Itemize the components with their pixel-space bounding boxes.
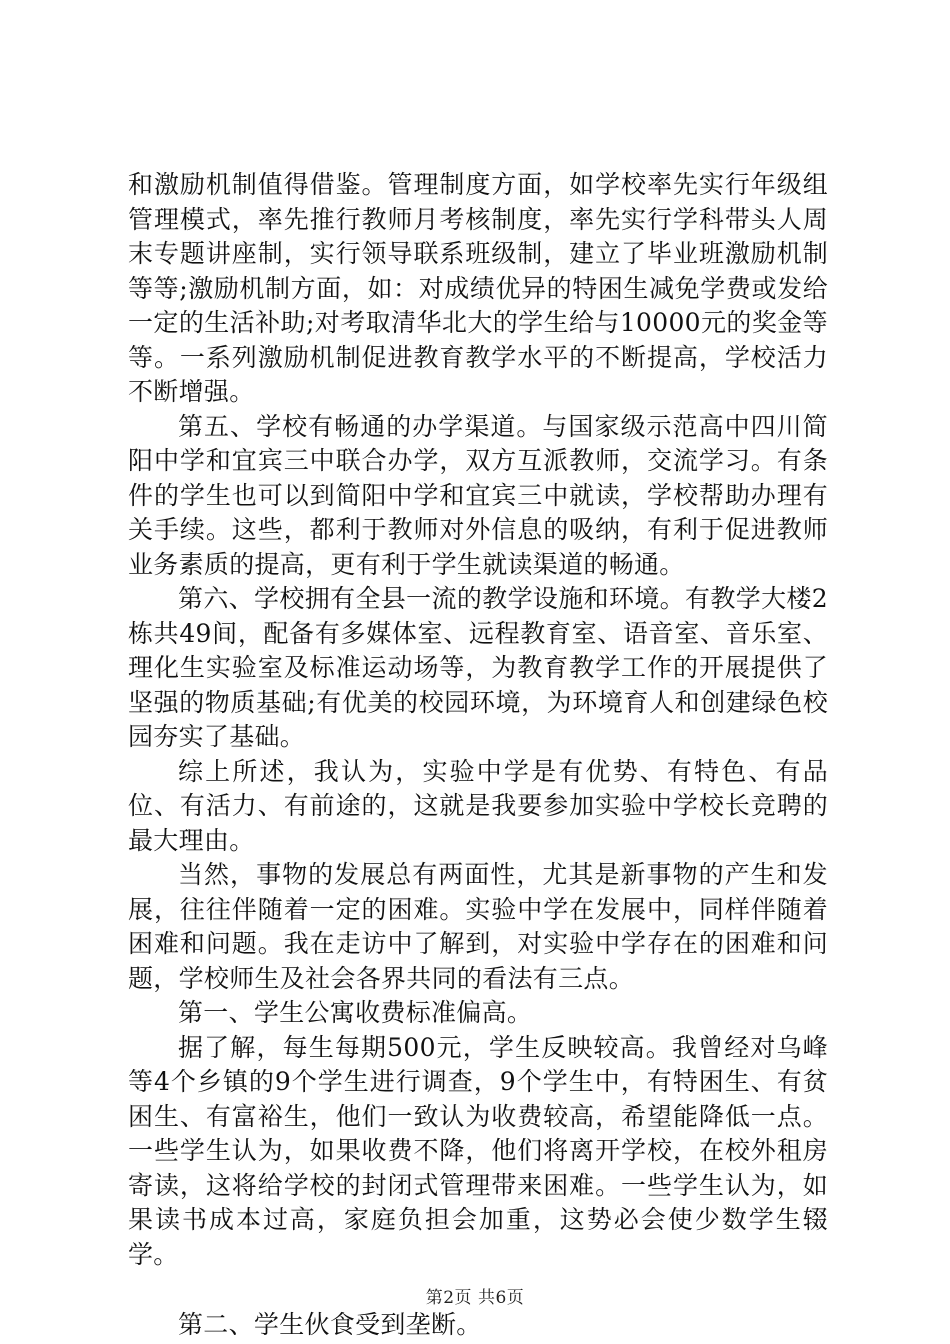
paragraph-difficulties: 当然，事物的发展总有两面性，尤其是新事物的产生和发展，往往伴随着一定的困难。实验中学在发展中，同样伴随着困难和问题。我在走访中了解到，对实验中学存在的困难和问题，学校师生及社会各界共同的看法有三点。 [128,860,828,993]
paragraph-issue-one-detail: 据了解，每生每期500元，学生反映较高。我曾经对乌峰等4个乡镇的9个学生进行调查，9个学生中，有特困生、有贫困生、有富裕生，他们一致认为收费较高，希望能降低一点。一些学生认为，如果收费不降，他们将离开学校，在校外租房寄读，这将给学校的封闭式管理带来困难。一些学生认为，如果读书成本过高，家庭负担会加重，这势必会使少数学生辍学。 [128,1032,828,1269]
paragraph-point-five: 第五、学校有畅通的办学渠道。与国家级示范高中四川简阳中学和宜宾三中联合办学，双方互派教师，交流学习。有条件的学生也可以到简阳中学和宜宾三中就读，学校帮助办理有关手续。这些，都利于教师对外信息的吸纳，有利于促进教师业务素质的提高，更有利于学生就读渠道的畅通。 [128,411,828,579]
paragraph-point-six: 第六、学校拥有全县一流的教学设施和环境。有教学大楼2栋共49间，配备有多媒体室、远程教育室、语音室、音乐室、理化生实验室及标准运动场等，为教育教学工作的开展提供了坚强的物质基础;有优美的校园环境，为环境育人和创建绿色校园夯实了基础。 [128,584,828,751]
document-body [128,168,828,1343]
paragraph-issue-one-heading: 第一、学生公寓收费标准偏高。 [178,998,533,1027]
page-number-footer: 第2页 共6页 [425,1288,525,1308]
paragraph-summary: 综上所述，我认为，实验中学是有优势、有特色、有品位、有活力、有前途的，这就是我要参加实验中学校长竞聘的最大理由。 [128,756,828,855]
paragraph-issue-two-heading: 第二、学生伙食受到垄断。 [178,1310,482,1339]
paragraph-incentive-mechanisms: 和激励机制值得借鉴。管理制度方面，如学校率先实行年级组管理模式，率先推行教师月考核制度，率先实行学科带头人周末专题讲座制，实行领导联系班级制，建立了毕业班激励机制等等;激励机制方面，如：对成绩优异的特困生减免学费或发给一定的生活补助;对考取清华北大的学生给与10000元的奖金等等。一系列激励机制促进教育教学水平的不断提高，学校活力不断增强。 [128,170,828,406]
